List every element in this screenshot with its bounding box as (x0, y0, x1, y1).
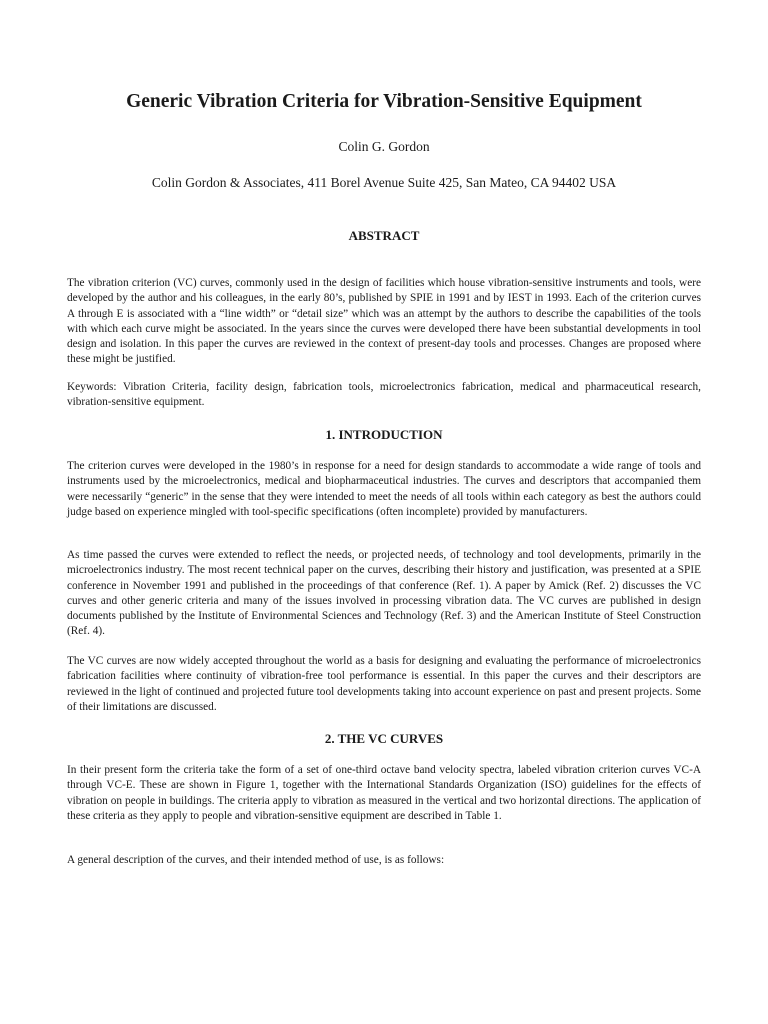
section-2-paragraph-1: In their present form the criteria take the form of a set of one-third octave band velocity spectra, labeled vibration criterion curves VC-A through VC-E. These are shown in Figure 1, together with the International Standards Organization (ISO) guidelines for the effects of vibration on people in buildings. The criteria apply to vibration as measured in the vertical and two horizontal directions. The application of these criteria as they apply to people and vibration-sensitive equipment are described in Table 1. (67, 764, 701, 822)
section-2-heading: 2. THE VC CURVES (324, 731, 444, 746)
section-1-paragraph-1: The criterion curves were developed in the 1980’s in response for a need for design standards to accommodate a wide range of tools and instruments used by the microelectronics, medical and biopharmaceutical industries. The curves and descriptors that accompanied them were necessarily “generic” in the sense that they were intended to meet the needs of all tools within each category as best the authors could judge based on experience mingled with tool-specific specifications (often incomplete) provided by manufacturers. (67, 460, 701, 518)
section-2-paragraph-2: A general description of the curves, and their intended method of use, is as follows: (67, 854, 445, 866)
author-name: Colin G. Gordon (338, 139, 430, 154)
abstract-heading: ABSTRACT (348, 228, 420, 243)
keywords: Keywords: Vibration Criteria, facility design, fabrication tools, microelectronics fabrication, medical and pharmaceutical research, vibration-sensitive equipment. (67, 381, 701, 409)
abstract-text: The vibration criterion (VC) curves, commonly used in the design of facilities which house vibration-sensitive instruments and tools, were developed by the author and his colleagues, in the early 80’s, published by SPIE in 1991 and by IEST in 1993. Each of the criterion curves A through E is associated with a “line width” or “detail size” which was an attempt by the authors to describe the capabilities of the tools with which each curve might be associated. In the years since the curves were developed there have been substantial developments in tool design and isolation. In this paper the curves are reviewed in the context of present-day tools and processes. Changes are proposed where these might be justified. (67, 277, 701, 366)
section-1-paragraph-3: The VC curves are now widely accepted throughout the world as a basis for designing and evaluating the performance of microelectronics fabrication facilities where continuity of vibration-free tool performance is essential. In this paper the curves and their descriptors are reviewed in the light of continued and projected future tool developments taking into account experience on past and present projects. Some of their limitations are discussed. (67, 655, 701, 713)
section-1-heading: 1. INTRODUCTION (325, 427, 443, 442)
section-1-paragraph-2: As time passed the curves were extended to reflect the needs, or projected needs, of technology and tool developments, primarily in the microelectronics industry. The most recent technical paper on the curves, describing their history and justification, was presented at a SPIE conference in November 1991 and published in the proceedings of that conference (Ref. 1). A paper by Amick (Ref. 2) discusses the VC curves and other generic criteria and many of the issues involved in processing vibration data. The VC curves are published in design documents published by the Institute of Environmental Sciences and Technology (Ref. 3) and the American Institute of Steel Construction (Ref. 4). (67, 549, 701, 638)
paper-title: Generic Vibration Criteria for Vibration-Sensitive Equipment (126, 91, 642, 112)
author-affiliation: Colin Gordon & Associates, 411 Borel Avenue Suite 425, San Mateo, CA 94402 USA (151, 175, 617, 190)
